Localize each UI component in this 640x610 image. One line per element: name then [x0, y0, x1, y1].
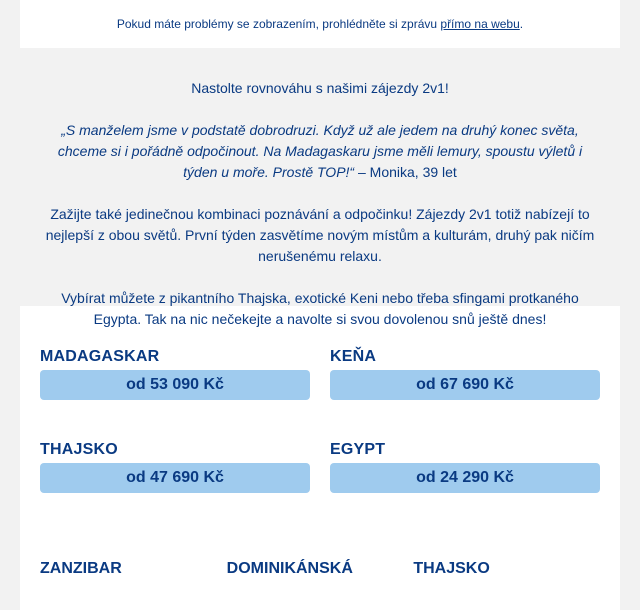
- intro-section: [20, 48, 620, 327]
- destination-card-kena: [330, 346, 600, 400]
- price-button-egypt[interactable]: od 24 290 Kč: [330, 463, 600, 493]
- destination-name-thajsko-2[interactable]: THAJSKO: [413, 560, 490, 577]
- destination-name-zanzibar[interactable]: ZANZIBAR: [40, 560, 122, 577]
- destination-name: EGYPT: [330, 441, 386, 458]
- web-view-link[interactable]: přímo na webu: [440, 17, 520, 31]
- destination-cards: [20, 306, 620, 558]
- destination-name: THAJSKO: [40, 441, 118, 458]
- customer-quote: [44, 120, 596, 183]
- notice-end: .: [519, 17, 524, 31]
- destination-card-thajsko: [40, 439, 310, 493]
- intro-paragraph-1: Zažijte také jedinečnou kombinaci poznávání a odpočinku! Zájezdy 2v1 totiž nabízejí to nejlepší z obou světů. První týden zasvětíme novým místům a kulturám, druhý pak ničím nerušenému relaxu.: [45, 206, 595, 264]
- price-button-kena[interactable]: od 67 690 Kč: [330, 370, 600, 400]
- destination-card-madagaskar: [40, 346, 310, 400]
- price-button-madagaskar[interactable]: od 53 090 Kč: [40, 370, 310, 400]
- email-container: [20, 0, 620, 610]
- intro-paragraph-2: Vybírat můžete z pikantního Thajska, exotické Keni nebo třeba sfingami protkaného Egypta. Tak na nic nečekejte a navolte si svou dovolenou snů ještě dnes!: [61, 290, 579, 327]
- web-view-notice: [20, 0, 620, 48]
- headline: Nastolte rovnováhu s našimi zájezdy 2v1!: [191, 80, 449, 96]
- destination-name: KEŇA: [330, 348, 377, 365]
- destination-row: [40, 346, 600, 400]
- quote-text: „S manželem jsme v podstatě dobrodruzi. Když už ale jedem na druhý konec světa, chceme si i pořádně odpočinout. Na Madagaskaru jsme měli lemury, spoustu výletů i týden u moře. Prostě TOP!“: [57, 122, 583, 180]
- destination-row-3: [20, 558, 620, 610]
- destination-row: [40, 439, 600, 493]
- destination-card-egypt: [330, 439, 600, 493]
- quote-author: – Monika, 39 let: [354, 164, 457, 180]
- notice-text: Pokud máte problémy se zobrazením, prohlédněte si zprávu: [116, 17, 438, 31]
- destination-name-dominikanska[interactable]: DOMINIKÁNSKÁ: [226, 560, 353, 577]
- price-button-thajsko[interactable]: od 47 690 Kč: [40, 463, 310, 493]
- destination-name: MADAGASKAR: [40, 348, 160, 365]
